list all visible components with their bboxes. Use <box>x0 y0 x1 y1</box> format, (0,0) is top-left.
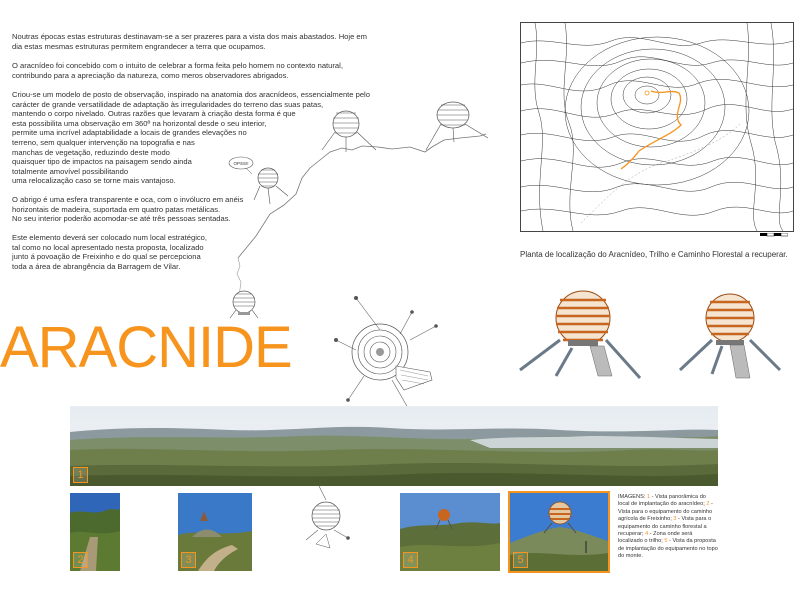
photo-forest-road <box>178 493 252 571</box>
photo-number-badge: 5 <box>513 552 528 568</box>
photo-number-badge: 4 <box>403 552 418 568</box>
text-line: tal como no local apresentado nesta proposta, localizado <box>12 242 204 252</box>
photo-number-badge: 3 <box>181 552 196 568</box>
photo-number-badge: 2 <box>73 552 88 568</box>
text-line: uma relocalização caso se torne mais vantajoso. <box>12 176 176 186</box>
text-line: Noutras épocas estas estruturas destinavam-se a ser prazeres para a vista dos mais abastados. Hoje em <box>12 32 367 41</box>
panorama-photo <box>70 406 718 486</box>
legend-text: - Zona onde será localizado o trilho; <box>618 531 693 545</box>
speech-bubble-text: OPSS!! <box>233 161 249 166</box>
text-line: dia estas mesmas estruturas permitem engrandecer a terra que ocupamos. <box>12 41 266 51</box>
legend-text: - Vista para o equipamento do caminho agrícola de Freixinho; <box>618 501 713 523</box>
text-line: No seu interior poderão acomodar-se até três pessoas sentadas. <box>12 214 231 224</box>
text-line: totalmente amovível possibilitando <box>12 166 129 176</box>
text-line: esta possibilita uma observação em 360º na horizontal desde o seu interior, <box>12 118 267 128</box>
project-title: ARACNIDE <box>0 315 292 380</box>
legend-label: IMAGENS: <box>618 494 646 500</box>
text-line: O aracnídeo foi concebido com o intuito de celebrar a forma feita pelo homem no contexto natural, <box>12 61 343 70</box>
legend-number: 4 <box>645 531 649 538</box>
legend-text: - Vista para o equipamento do caminho florestal a recuperar; <box>618 516 712 538</box>
panorama-image <box>70 406 718 486</box>
text-line: manchas de vegetação, reduzindo deste modo <box>12 147 170 157</box>
photo-number-badge: 1 <box>73 467 88 483</box>
text-line: contribundo para a apreciação da natureza, como meros observadores abrigados. <box>12 70 289 80</box>
photo-trail-zone <box>400 493 500 571</box>
text-line: terreno, sem qualquer intervenção na topografia e nas <box>12 137 195 147</box>
map-caption: Planta de localização do Aracnídeo, Trilho e Caminho Florestal a recuperar. <box>520 250 788 259</box>
text-line: Este elemento deverá ser colocado num local estratégico, <box>12 233 208 242</box>
aracnid-render-side <box>680 294 780 378</box>
aracnid-render-perspective <box>520 291 640 378</box>
photo-agricultural-road <box>70 493 120 571</box>
legend-number: 5 <box>664 538 668 545</box>
text-line: O abrigo é uma esfera transparente e oca, com o invólucro em anéis <box>12 195 244 204</box>
text-line: carácter de grande versatilidade de adaptação às irregularidades do terreno das suas patas, <box>12 99 324 109</box>
legend-number: 3 <box>673 516 677 523</box>
text-line: junto á povoação de Freixinho e do qual se percepciona <box>12 252 201 262</box>
images-legend <box>618 494 718 561</box>
photo-proposal-hilltop <box>510 493 608 571</box>
text-line: mantendo o corpo nivelado. Outras razões que levaram à criação desta forma é que <box>12 109 296 119</box>
text-line: Criou-se um modelo de posto de observação, inspirado na anatomia dos aracnídeos, essencialmente pelo <box>12 90 370 99</box>
legend-number: 1 <box>646 494 651 500</box>
text-line: toda a área de abrangência da Barragem de Vilar. <box>12 261 181 271</box>
text-line: horizontais de madeira, suportada em quatro patas metálicas. <box>12 204 221 214</box>
legend-text: - Vista panorâmica do local de implantação do aracnídeo; <box>618 494 707 508</box>
legend-text: - Vista da proposta de implantação do equipamento no topo do monte. <box>618 538 718 560</box>
legend-number: 2 <box>706 501 710 508</box>
text-line: quaisquer tipo de impactos na paisagem sendo ainda <box>12 157 192 167</box>
text-line: permite uma incrível adaptabilidade a locais de grandes elevações no <box>12 128 247 138</box>
